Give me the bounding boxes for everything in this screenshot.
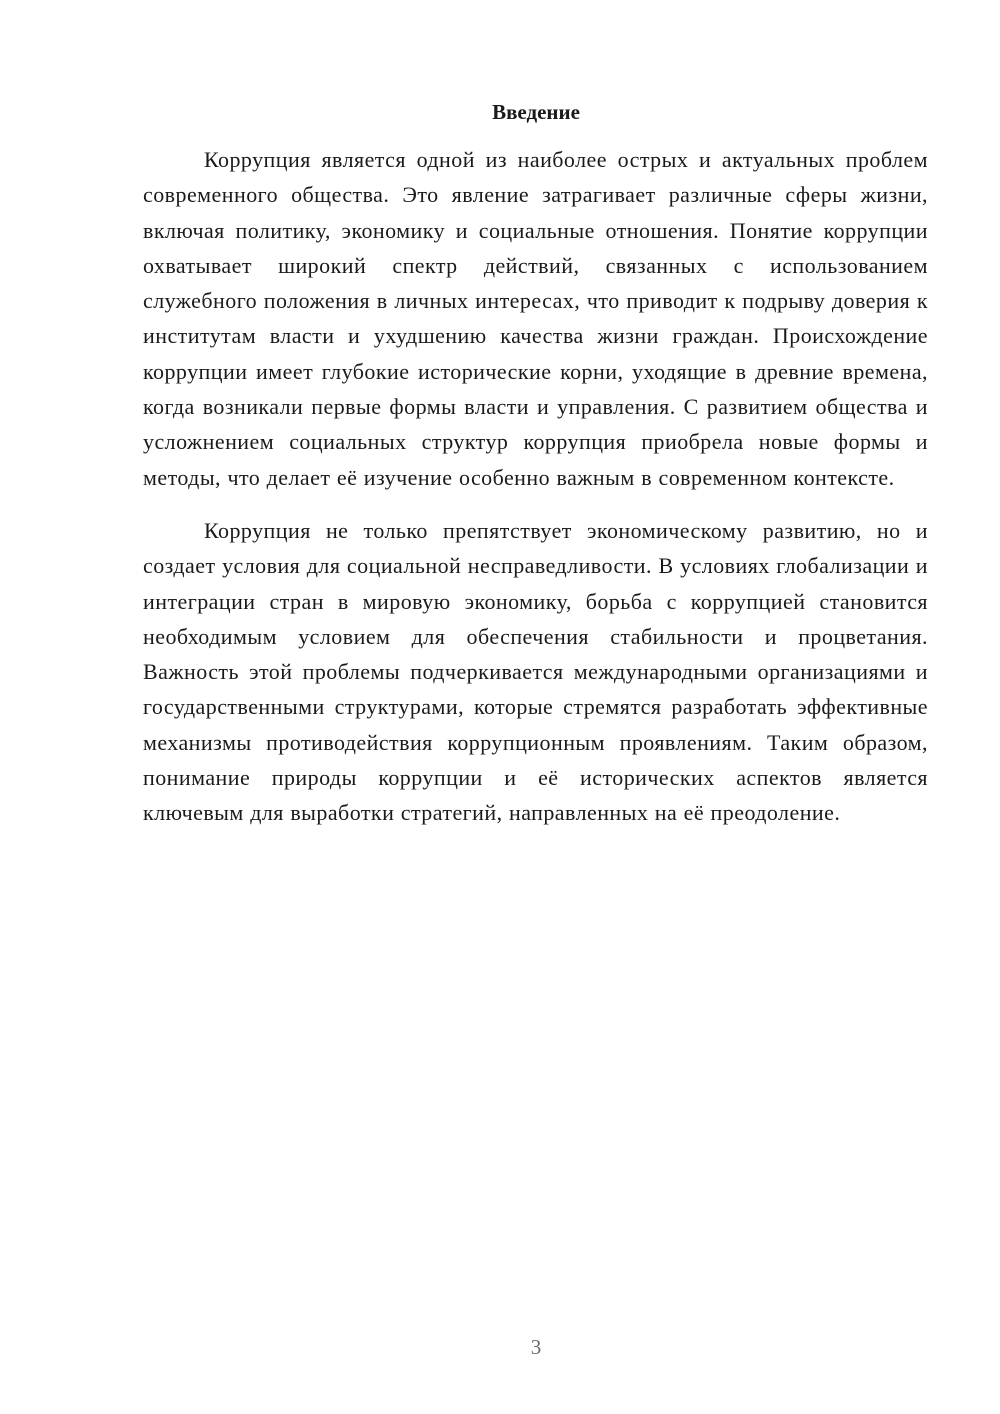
paragraph-1: Коррупция является одной из наиболее острых и актуальных проблем современного общества. Это явление затрагивает различные сферы жизни, включая политику, экономику и социальные отношения. Понятие коррупции охватывает широкий спектр действий, связанных с использованием служебного положения в личных интересах, что приводит к подрыву доверия к институтам власти и ухудшению качества жизни граждан. Происхождение коррупции имеет глубокие исторические корни, уходящие в древние времена, когда возникали первые формы власти и управления. С развитием общества и усложнением социальных структур коррупция приобрела новые формы и методы, что делает её изучение особенно важным в современном контексте. <box>143 147 928 490</box>
paragraph-2: Коррупция не только препятствует экономическому развитию, но и создает условия для социальной несправедливости. В условиях глобализации и интеграции стран в мировую экономику, борьба с коррупцией становится необходимым условием для обеспечения стабильности и процветания. Важность этой проблемы подчеркивается международными организациями и государственными структурами, которые стремятся разработать эффективные механизмы противодействия коррупционным проявлениям. Таким образом, понимание природы коррупции и её исторических аспектов является ключевым для выработки стратегий, направленных на её преодоление. <box>143 517 928 826</box>
body-text <box>143 142 928 831</box>
section-heading: Введение <box>492 100 580 124</box>
page-number: 3 <box>530 1335 542 1359</box>
